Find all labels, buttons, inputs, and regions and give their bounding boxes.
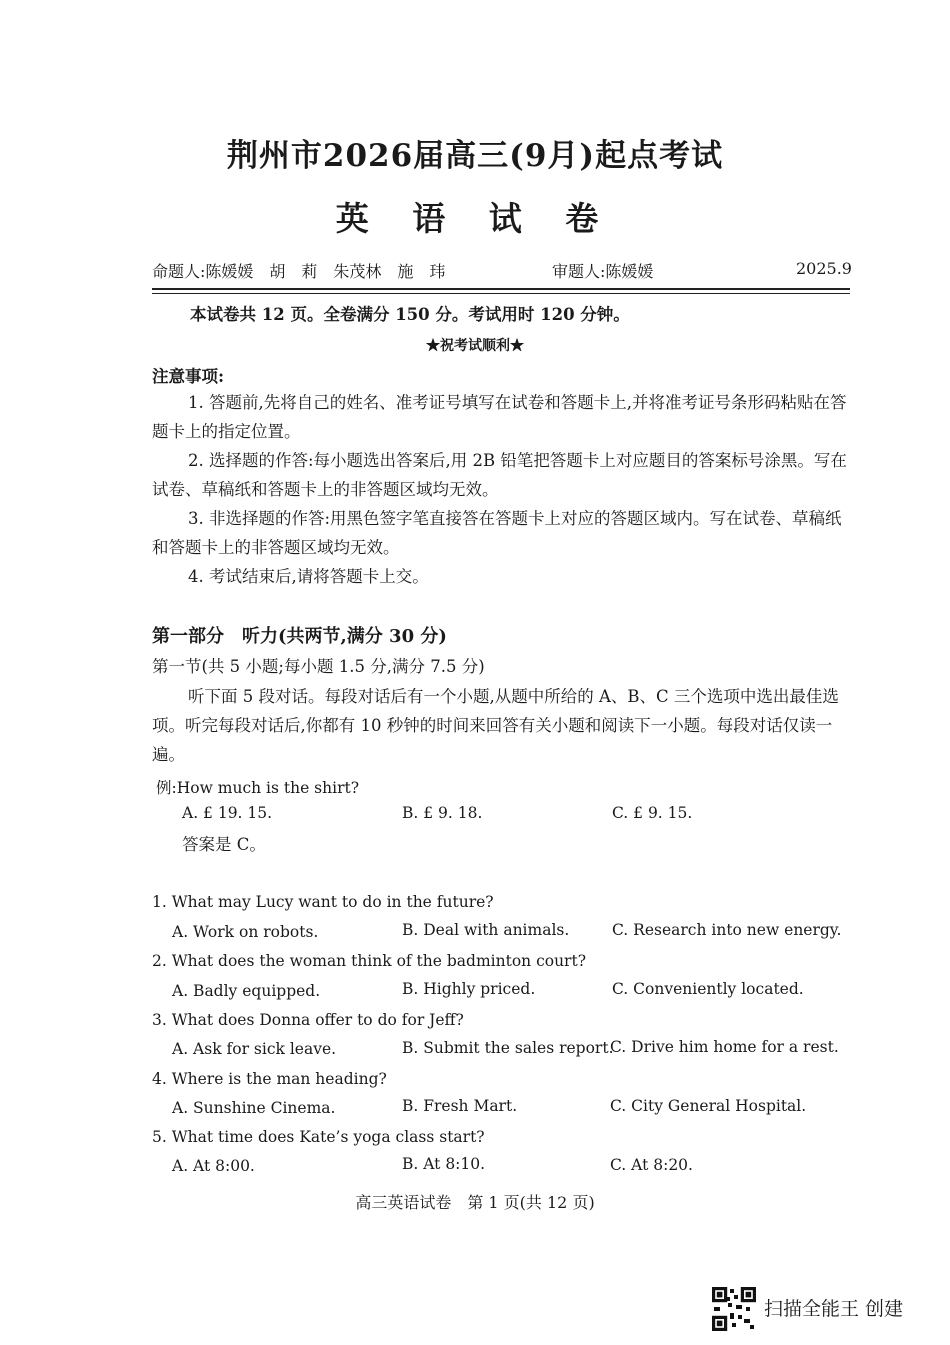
question-4: 4. Where is the man heading? bbox=[152, 1070, 387, 1088]
question-5: 5. What time does Kate’s yoga class start? bbox=[152, 1128, 485, 1146]
subject-title: 英 语 试 卷 bbox=[335, 199, 615, 238]
q4-option-c: C. City General Hospital. bbox=[610, 1097, 807, 1115]
exam-date: 2025.9 bbox=[796, 259, 852, 278]
question-1: 1. What may Lucy want to do in the future? bbox=[152, 893, 494, 911]
note-item: 2. 选择题的作答:每小题选出答案后,用 2B 铅笔把答题卡上对应题目的答案标号涂黑。写在试卷、草稿纸和答题卡上的非答题区域均无效。 bbox=[152, 451, 847, 499]
q5-option-b: B. At 8:10. bbox=[402, 1155, 486, 1173]
scanner-watermark: 扫描全能王 创建 bbox=[764, 1298, 904, 1320]
example-option-b: B. £ 9. 18. bbox=[402, 804, 483, 822]
setters-line: 命题人:陈媛媛 胡 莉 朱茂林 施 玮 bbox=[152, 262, 446, 281]
exam-title: 荆州市2026届高三(9月)起点考试 bbox=[226, 138, 724, 174]
example-option-c: C. £ 9. 15. bbox=[612, 804, 693, 822]
q1-option-a: A. Work on robots. bbox=[172, 923, 319, 941]
section1-heading: 第一节(共 5 小题;每小题 1.5 分,满分 7.5 分) bbox=[152, 657, 485, 676]
q1-option-c: C. Research into new energy. bbox=[612, 921, 842, 939]
reviewer-line: 审题人:陈媛媛 bbox=[552, 262, 654, 281]
header-rule-thin bbox=[152, 293, 850, 294]
exam-info: 本试卷共 12 页。全卷满分 150 分。考试用时 120 分钟。 bbox=[190, 305, 630, 324]
header-rule-thick bbox=[152, 288, 850, 290]
q2-option-b: B. Highly priced. bbox=[402, 980, 536, 998]
example-answer: 答案是 C。 bbox=[182, 835, 266, 854]
q2-option-c: C. Conveniently located. bbox=[612, 980, 804, 998]
q4-option-a: A. Sunshine Cinema. bbox=[172, 1099, 336, 1117]
note-item: 1. 答题前,先将自己的姓名、准考证号填写在试卷和答题卡上,并将准考证号条形码粘贴在答题卡上的指定位置。 bbox=[152, 393, 847, 441]
note-item: 4. 考试结束后,请将答题卡上交。 bbox=[188, 567, 429, 586]
q3-option-b: B. Submit the sales report. bbox=[402, 1039, 614, 1057]
q5-option-a: A. At 8:00. bbox=[172, 1157, 255, 1175]
listening-instructions: 听下面 5 段对话。每段对话后有一个小题,从题中所给的 A、B、C 三个选项中选出最佳选项。听完每段对话后,你都有 10 秒钟的时间来回答有关小题和阅读下一小题。每段对话仅读一遍。 bbox=[152, 687, 839, 764]
q3-option-c: C. Drive him home for a rest. bbox=[610, 1038, 839, 1056]
good-luck-line: ★祝考试顺利★ bbox=[426, 338, 524, 354]
q3-option-a: A. Ask for sick leave. bbox=[172, 1040, 337, 1058]
qr-code-icon bbox=[712, 1287, 756, 1331]
example-question: 例:How much is the shirt? bbox=[156, 779, 360, 797]
question-3: 3. What does Donna offer to do for Jeff? bbox=[152, 1011, 464, 1029]
q1-option-b: B. Deal with animals. bbox=[402, 921, 570, 939]
q5-option-c: C. At 8:20. bbox=[610, 1156, 693, 1174]
q4-option-b: B. Fresh Mart. bbox=[402, 1097, 518, 1115]
note-item: 3. 非选择题的作答:用黑色签字笔直接答在答题卡上对应的答题区域内。写在试卷、草稿纸和答题卡上的非答题区域均无效。 bbox=[152, 509, 842, 557]
notes-heading: 注意事项: bbox=[152, 367, 225, 386]
page-footer: 高三英语试卷 第 1 页(共 12 页) bbox=[355, 1193, 595, 1212]
example-option-a: A. £ 19. 15. bbox=[182, 804, 273, 822]
question-2: 2. What does the woman think of the badminton court? bbox=[152, 952, 587, 970]
part1-heading: 第一部分 听力(共两节,满分 30 分) bbox=[152, 626, 447, 647]
q2-option-a: A. Badly equipped. bbox=[172, 982, 321, 1000]
